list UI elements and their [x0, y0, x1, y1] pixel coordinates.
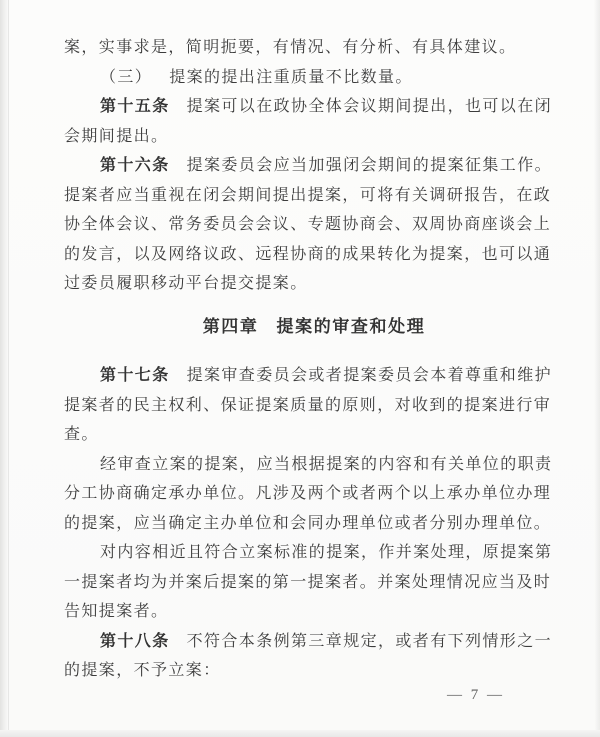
line-text: 查。	[64, 426, 99, 443]
line-text: 协全体会议、常务委员会会议、专题协商会、双周协商座谈会上	[64, 216, 552, 233]
article-number: 第十六条	[100, 157, 170, 174]
line-text: 提案委员会应当加强闭会期间的提案征集工作。	[186, 157, 553, 174]
page-number: — 7 —	[447, 687, 503, 703]
text-line	[64, 656, 564, 686]
text-line	[64, 269, 564, 299]
text-line	[64, 210, 564, 240]
line-text: 对内容相近且符合立案标准的提案，作并案处理，原提案第	[100, 544, 553, 561]
text-line	[64, 420, 564, 450]
scan-edge-bottom	[0, 730, 600, 737]
scan-edge-right	[594, 0, 600, 737]
line-text: 的提案，应当确定主办单位和会同办理单位或者分别办理单位。	[64, 514, 552, 532]
text-line	[64, 509, 564, 539]
text-line	[64, 240, 564, 270]
scan-edge-left	[0, 0, 9, 737]
text-line	[64, 479, 564, 509]
line-text: 过委员履职移动平台提交提案。	[64, 275, 308, 292]
article-number: 第十五条	[100, 98, 170, 115]
line-text: 分工协商确定承办单位。凡涉及两个或者两个以上承办单位办理	[64, 485, 552, 502]
line-text: 的发言，以及网络议政、远程协商的成果转化为提案，也可以通	[64, 245, 552, 263]
line-text: 案，实事求是，简明扼要，有情况、有分析、有具体建议。	[64, 39, 517, 56]
list-item-marker: （三）	[100, 68, 153, 86]
article-number: 第十八条	[100, 632, 170, 650]
line-text: 提案审查委员会或者提案委员会本着尊重和维护	[186, 367, 553, 384]
text-line	[64, 597, 564, 627]
line-text: 提案可以在政协全体会议期间提出，也可以在闭	[186, 98, 553, 115]
text-line	[64, 568, 564, 598]
text-line	[64, 122, 564, 152]
text-line-article-15	[64, 92, 564, 122]
text-line	[64, 538, 564, 568]
text-line	[64, 181, 564, 211]
line-text: 的提案，不予立案：	[64, 662, 221, 679]
line-text: 告知提案者。	[64, 603, 169, 620]
text-line	[64, 33, 564, 63]
line-text: 不符合本条例第三章规定，或者有下列情形之一	[186, 632, 553, 650]
text-line	[64, 63, 564, 93]
line-text: 一提案者均为并案后提案的第一提案者。并案处理情况应当及时	[64, 573, 552, 591]
article-number: 第十七条	[100, 367, 170, 384]
chapter-title: 提案的审查和处理	[276, 316, 426, 336]
text-line-article-16	[64, 151, 564, 181]
line-text: 会期间提出。	[64, 127, 169, 145]
text-line-article-18	[64, 627, 564, 657]
chapter-number: 第四章	[202, 316, 259, 336]
page-content	[64, 33, 564, 686]
chapter-heading	[64, 312, 564, 342]
text-line	[64, 391, 564, 421]
text-line-article-17	[64, 361, 564, 391]
line-text: 提案者的民主权利、保证提案质量的原则，对收到的提案进行审	[64, 396, 552, 414]
line-text: 提案者应当重视在闭会期间提出提案，可将有关调研报告，在政	[64, 186, 552, 204]
text-line	[64, 450, 564, 480]
line-text: 经审查立案的提案，应当根据提案的内容和有关单位的职责	[100, 455, 553, 473]
line-text: 提案的提出注重质量不比数量。	[169, 68, 413, 86]
